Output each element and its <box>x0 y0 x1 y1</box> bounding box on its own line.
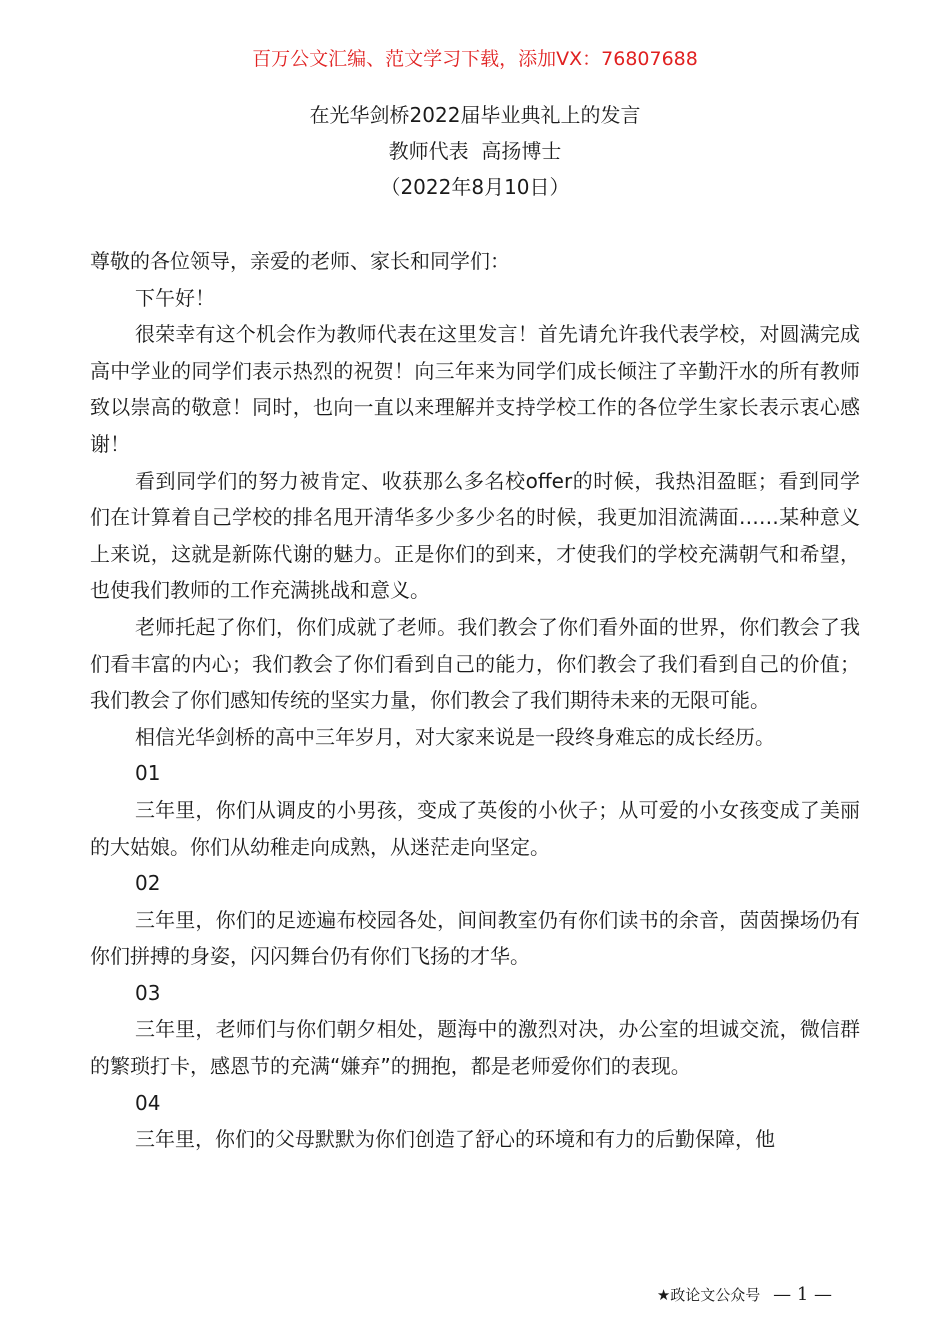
section-number: 02 <box>135 871 161 896</box>
speech-date: （2022年8月10日） <box>380 175 570 199</box>
title-block <box>0 97 950 205</box>
salutation: 尊敬的各位领导，亲爱的老师、家长和同学们： <box>90 249 510 273</box>
paragraph: 三年里，老师们与你们朝夕相处，题海中的激烈对决，办公室的坦诚交流，微信群的繁琐打卡，感恩节的充满“嫌弃”的拥抱，都是老师爱你们的表现。 <box>90 1017 860 1079</box>
paragraph: 相信光华剑桥的高中三年岁月，对大家来说是一段终身难忘的成长经历。 <box>135 724 775 749</box>
page-footer <box>657 1283 832 1307</box>
ad-banner: 百万公文汇编、范文学习下载，添加VX：76807688 <box>252 48 698 70</box>
page-number: — 1 — <box>773 1284 832 1305</box>
greeting: 下午好！ <box>135 285 215 310</box>
speech-title: 在光华剑桥2022届毕业典礼上的发言 <box>309 103 641 127</box>
section-number: 01 <box>135 761 161 786</box>
paragraph: 很荣幸有这个机会作为教师代表在这里发言！首先请允许我代表学校，对圆满完成高中学业的同学们表示热烈的祝贺！向三年来为同学们成长倾注了辛勤汗水的所有教师致以崇高的敬意！同时，也向一直以来理解并支持学校工作的各位学生家长表示衷心感谢！ <box>90 322 860 456</box>
paragraph: 三年里，你们的父母默默为你们创造了舒心的环境和有力的后勤保障，他 <box>135 1127 775 1152</box>
paragraph: 老师托起了你们，你们成就了老师。我们教会了你们看外面的世界，你们教会了我们看丰富的内心；我们教会了你们看到自己的能力，你们教会了我们看到自己的价值；我们教会了你们感知传统的坚实力量，你们教会了我们期待未来的无限可能。 <box>90 614 860 713</box>
footer-source: ★政论文公众号 <box>656 1286 761 1304</box>
paragraph: 三年里，你们的足迹遍布校园各处，间间教室仍有你们读书的余音，茵茵操场仍有你们拼搏的身姿，闪闪舞台仍有你们飞扬的才华。 <box>90 907 860 969</box>
section-number: 04 <box>135 1090 161 1115</box>
paragraph: 看到同学们的努力被肯定、收获那么多名校offer的时候，我热泪盈眶；看到同学们在计算着自己学校的排名甩开清华多少多少名的时候，我更加泪流满面……某种意义上来说，这就是新陈代谢的魅力。正是你们的到来，才使我们的学校充满朝气和希望，也使我们教师的工作充满挑战和意义。 <box>90 468 860 603</box>
section-number: 03 <box>135 980 161 1005</box>
speech-body <box>90 243 860 1158</box>
paragraph: 三年里，你们从调皮的小男孩，变成了英俊的小伙子；从可爱的小女孩变成了美丽的大姑娘。你们从幼稚走向成熟，从迷茫走向坚定。 <box>90 797 860 859</box>
speaker-line: 教师代表 高扬博士 <box>388 139 562 163</box>
